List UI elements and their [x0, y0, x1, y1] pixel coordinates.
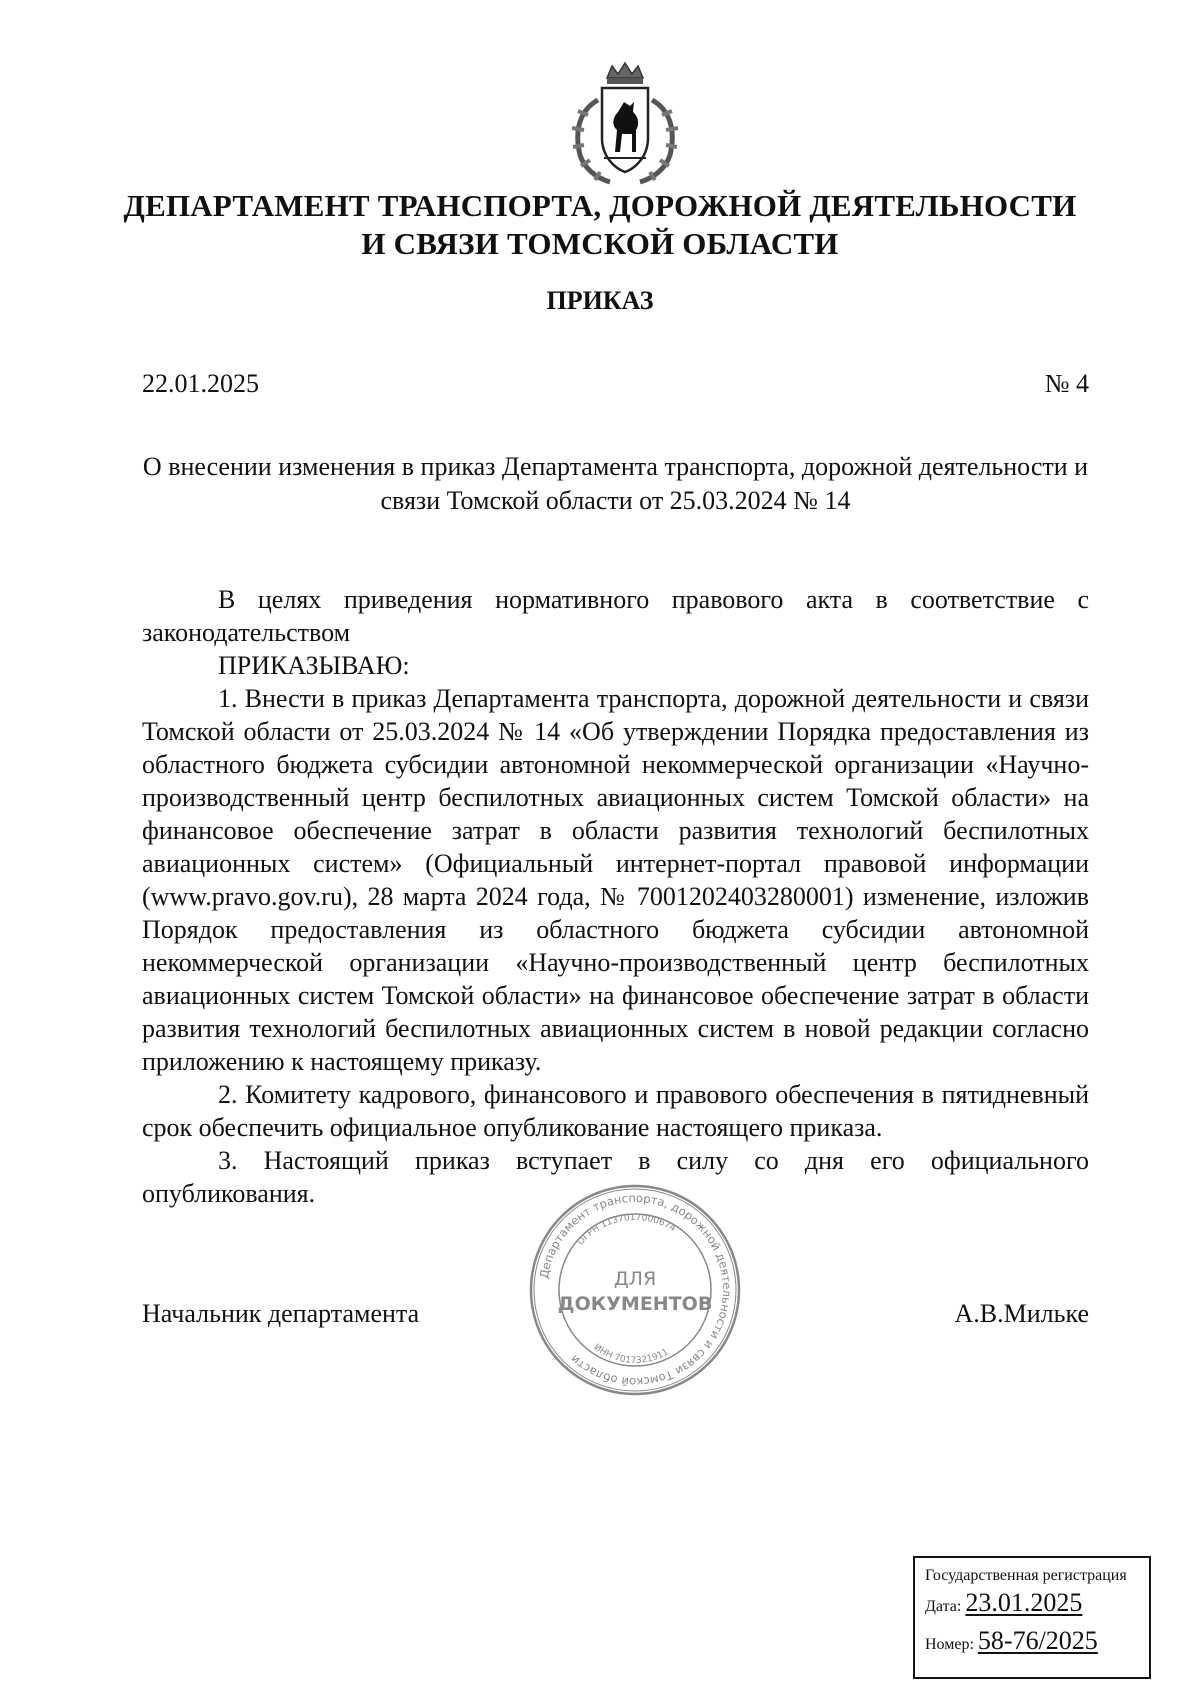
organization-name-line2: И СВЯЗИ ТОМСКОЙ ОБЛАСТИ	[361, 226, 839, 261]
organization-name-line1: ДЕПАРТАМЕНТ ТРАНСПОРТА, ДОРОЖНОЙ ДЕЯТЕЛЬНОСТИ	[123, 188, 1077, 223]
document-subject: О внесении изменения в приказ Департамента транспорта, дорожной деятельности и связи Томской области от 25.03.2024 № 14	[142, 452, 1089, 515]
registration-number-label: Номер:	[925, 1636, 974, 1653]
seal-center-line1: ДЛЯ	[613, 1268, 657, 1290]
document-type-title: ПРИКАЗ	[546, 286, 654, 315]
seal-center-line2: ДОКУМЕНТОВ	[557, 1293, 713, 1315]
coat-of-arms-emblem	[560, 60, 690, 190]
document-date: 22.01.2025	[142, 369, 259, 398]
official-seal-stamp	[525, 1180, 745, 1400]
order-word: ПРИКАЗЫВАЮ:	[218, 651, 410, 680]
registration-date-label: Дата:	[925, 1598, 962, 1615]
document-body	[142, 583, 1089, 1210]
registration-box	[913, 1556, 1151, 1679]
seal-outer-text: Департамент транспорта, дорожной деятельности и связи Томской области	[536, 1190, 735, 1390]
document-number: № 4	[1044, 369, 1089, 398]
order-item-1: 1. Внести в приказ Департамента транспорта, дорожной деятельности и связи Томской области от 25.03.2024 № 14 «Об утверждении Порядка предоставления из областного бюджета субсидии автономной некоммерческой организации «Научно-производственный центр беспилотных авиационных систем Томской области» на финансовое обеспечение затрат в области развития технологий беспилотных авиационных систем» (Официальный интернет-портал правовой информации (www.pravo.gov.ru), 28 марта 2024 года, № 7001202403280001) изменение, изложив Порядок предоставления из областного бюджета субсидии автономной некоммерческой организации «Научно-производственный центр беспилотных авиационных систем Томской области» на финансовое обеспечение затрат в области развития технологий беспилотных авиационных систем в новой редакции согласно приложению к настоящему приказу.	[142, 684, 1089, 1076]
registration-date-value: 23.01.2025	[965, 1588, 1083, 1617]
order-item-3: 3. Настоящий приказ вступает в силу со дня его официального опубликования.	[142, 1146, 1089, 1208]
seal-ogrn-text: ОГРН 1137017000674	[575, 1212, 678, 1248]
signatory-name: А.В.Мильке	[954, 1299, 1089, 1328]
order-item-2: 2. Комитету кадрового, финансового и правового обеспечения в пятидневный срок обеспечить официальное опубликование настоящего приказа.	[142, 1080, 1089, 1142]
preamble-paragraph: В целях приведения нормативного правового акта в соответствие с законодательством	[142, 585, 1089, 647]
signatory-position: Начальник департамента	[142, 1299, 420, 1328]
registration-number-value: 58-76/2025	[977, 1626, 1098, 1655]
registration-date-row	[925, 1586, 1139, 1624]
registration-number-row	[925, 1624, 1139, 1662]
seal-inn-text: ИНН 7017321911	[591, 1342, 671, 1367]
registration-title: Государственная регистрация	[925, 1567, 1127, 1584]
